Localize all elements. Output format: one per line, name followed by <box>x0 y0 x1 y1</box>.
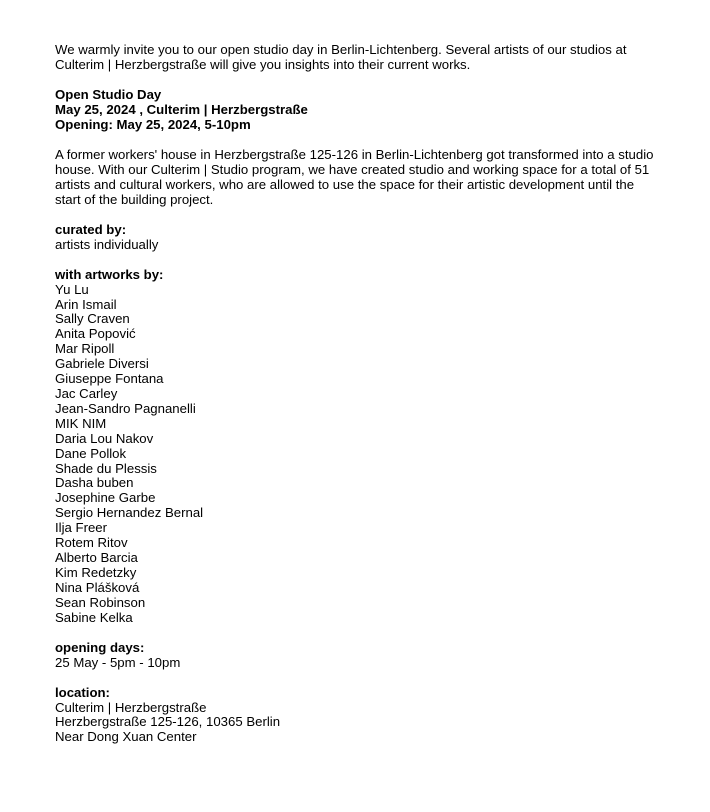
artist-name: Daria Lou Nakov <box>55 430 154 446</box>
artist-name: Dane Pollok <box>55 445 127 461</box>
artworks-section <box>55 268 655 626</box>
opening-days-section <box>55 641 655 671</box>
spacer <box>55 73 655 88</box>
artist-name: Sergio Hernandez Bernal <box>55 505 204 521</box>
location-section <box>55 686 655 746</box>
description-paragraph: A former workers' house in Herzbergstraße 125-126 in Berlin-Lichtenberg got transformed into a studio house. With our Culterim | Studio program, we have created studio and working space for a total of 51 artists and cultural workers, who are allowed to use the space for their artistic development until the start of the building project. <box>55 146 654 207</box>
artist-list <box>55 283 655 626</box>
artist-name: Mar Ripoll <box>55 341 115 357</box>
location-address: Herzbergstraße 125-126, 10365 Berlin <box>55 714 281 730</box>
spacer <box>55 670 655 685</box>
artist-name: MIK NIM <box>55 415 107 431</box>
curated-heading: curated by: <box>55 221 127 237</box>
artist-name: Jean-Sandro Pagnanelli <box>55 400 196 416</box>
spacer <box>55 208 655 223</box>
artist-name: Giuseppe Fontana <box>55 371 164 387</box>
event-date-venue: May 25, 2024 , Culterim | Herzbergstraße <box>55 101 308 117</box>
document-body <box>55 43 655 745</box>
curated-section <box>55 223 655 253</box>
location-heading: location: <box>55 684 110 700</box>
location-note: Near Dong Xuan Center <box>55 729 197 745</box>
artist-name: Yu Lu <box>55 281 89 297</box>
spacer <box>55 133 655 148</box>
spacer <box>55 625 655 640</box>
intro-paragraph: We warmly invite you to our open studio day in Berlin-Lichtenberg. Several artists of our studios at Culterim | Herzbergstraße will give you insights into their current works. <box>55 42 627 72</box>
artist-name: Alberto Barcia <box>55 549 138 565</box>
artist-name: Rotem Ritov <box>55 535 128 551</box>
opening-days-value: 25 May - 5pm - 10pm <box>55 654 181 670</box>
event-title: Open Studio Day <box>55 87 162 102</box>
event-block <box>55 88 655 133</box>
location-venue: Culterim | Herzbergstraße <box>55 699 207 715</box>
event-opening: Opening: May 25, 2024, 5-10pm <box>55 116 251 132</box>
artist-name: Gabriele Diversi <box>55 356 149 372</box>
opening-days-heading: opening days: <box>55 639 145 655</box>
artist-name: Sean Robinson <box>55 594 146 610</box>
artist-name: Arin Ismail <box>55 296 117 312</box>
artist-name: Dasha buben <box>55 475 134 491</box>
artist-name: Jac Carley <box>55 385 118 401</box>
artist-name: Anita Popović <box>55 326 136 342</box>
spacer <box>55 253 655 268</box>
artist-name: Shade du Plessis <box>55 460 157 476</box>
artist-name: Josephine Garbe <box>55 490 156 506</box>
curated-value: artists individually <box>55 236 159 252</box>
artist-name: Sally Craven <box>55 311 130 327</box>
artworks-heading: with artworks by: <box>55 266 164 282</box>
artist-name: Sabine Kelka <box>55 609 133 625</box>
artist-name: Ilja Freer <box>55 520 108 536</box>
artist-name: Kim Redetzky <box>55 564 137 580</box>
artist-name: Nina Plášková <box>55 579 140 595</box>
